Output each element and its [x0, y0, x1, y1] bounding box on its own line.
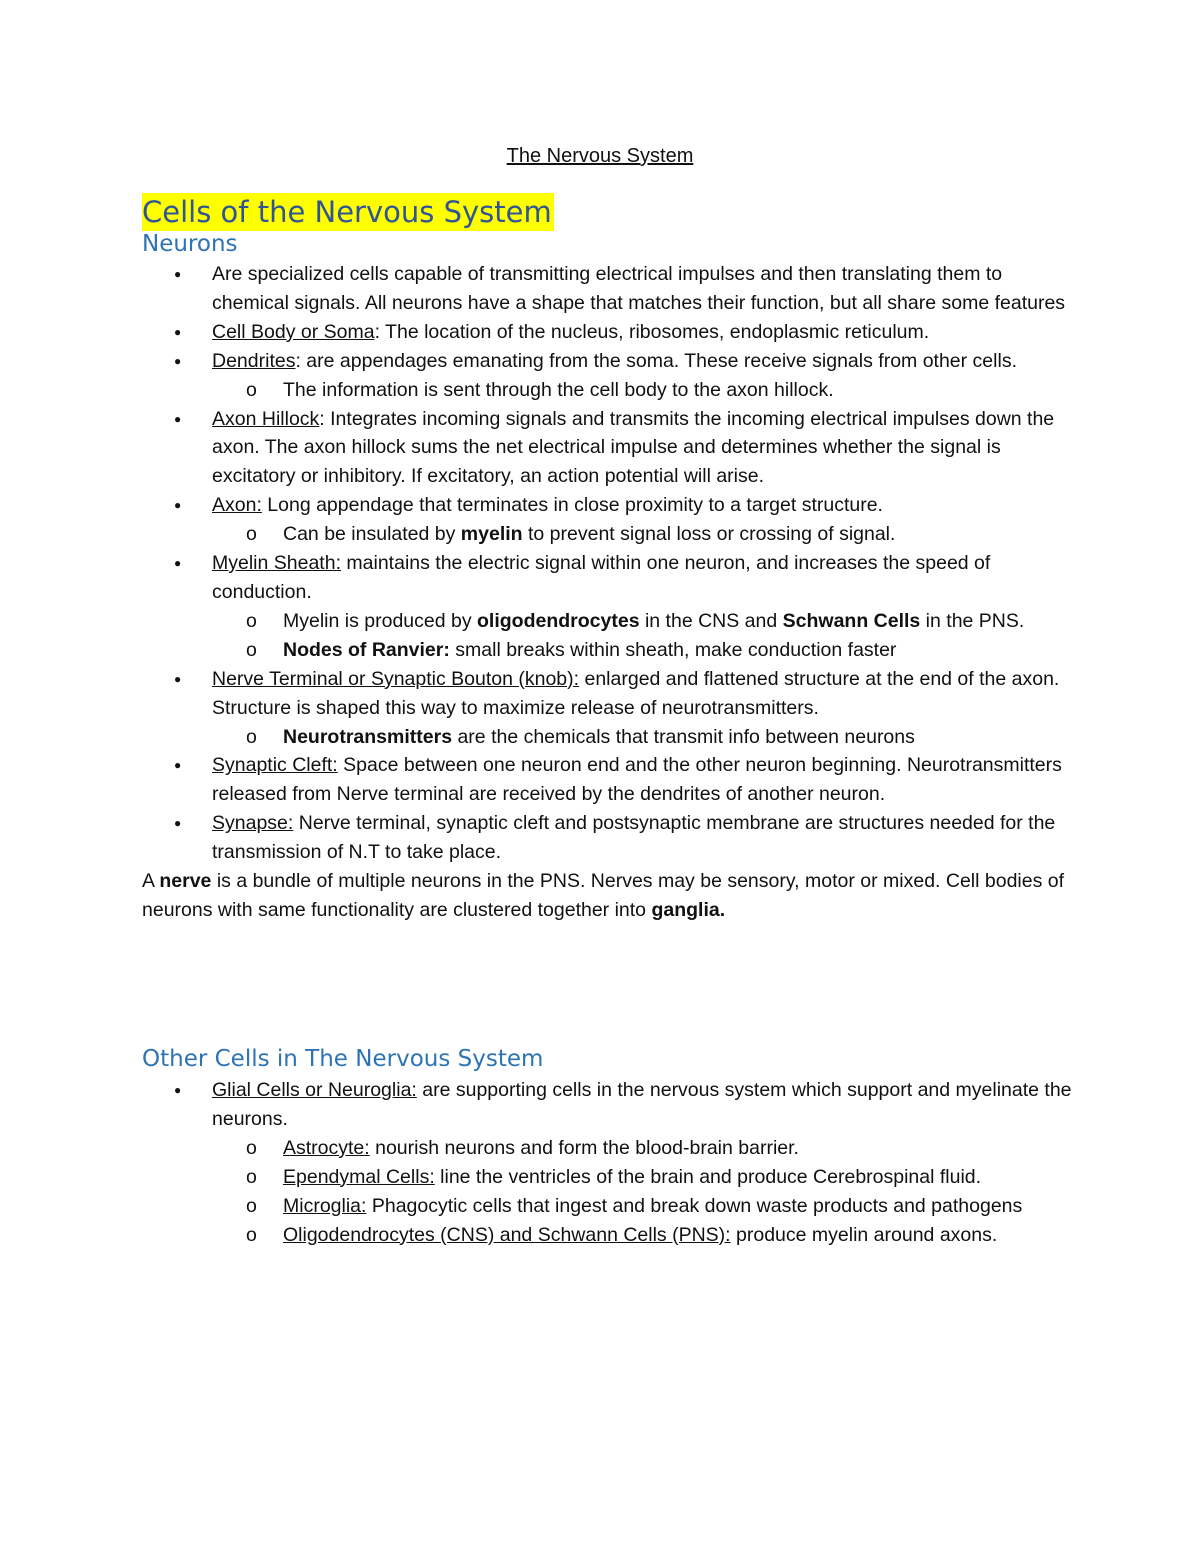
term: Glial Cells or Neuroglia:	[212, 1079, 417, 1101]
term: Cell Body or Soma	[212, 320, 375, 343]
other-cells-list	[142, 1076, 1072, 1249]
circle-bullet-icon	[246, 1192, 257, 1221]
sub-list-item: o The information is sent through the cell body to the axon hillock.	[142, 376, 1072, 405]
sub-list-item: o Microglia: Phagocytic cells that ingest and break down waste products and pathogens	[142, 1192, 1072, 1221]
term: Oligodendrocytes (CNS) and Schwann Cells (PNS):	[283, 1223, 731, 1246]
sub-list-item: o Ependymal Cells: line the ventricles of the brain and produce Cerebrospinal fluid.	[142, 1163, 1072, 1192]
bullet-icon	[174, 260, 181, 291]
bullet-icon	[174, 405, 181, 436]
list-item: ● Dendrites: are appendages emanating from the soma. These receive signals from other cells.	[142, 347, 1072, 376]
term: Axon Hillock	[212, 407, 320, 430]
list-item: ● Nerve Terminal or Synaptic Bouton (knob): enlarged and flattened structure at the end of the axon. Structure is shaped this way to maximize release of neurotransmitters.	[142, 665, 1072, 723]
bullet-icon	[174, 809, 181, 840]
heading-other-cells: Other Cells in The Nervous System	[142, 1046, 544, 1072]
list-item: ● Cell Body or Soma: The location of the nucleus, ribosomes, endoplasmic reticulum.	[142, 318, 1072, 347]
bullet-icon	[174, 318, 181, 349]
bullet-icon	[174, 347, 181, 378]
term: Axon:	[212, 494, 262, 517]
sub-list-item: o Nodes of Ranvier: small breaks within sheath, make conduction faster	[142, 636, 1072, 665]
list-item: ● Synapse: Nerve terminal, synaptic cleft and postsynaptic membrane are structures needed for the transmission of N.T to take place.	[142, 809, 1072, 867]
sub-list-item: o Neurotransmitters are the chemicals that transmit info between neurons	[142, 723, 1072, 752]
circle-bullet-icon	[246, 520, 257, 549]
list-item: ● Axon Hillock: Integrates incoming signals and transmits the incoming electrical impulses down the axon. The axon hillock sums the net electrical impulse and determines whether the signal is excitatory or inhibitory. If excitatory, an action potential will arise.	[142, 405, 1072, 492]
term: Myelin Sheath:	[212, 552, 341, 575]
heading-neurons: Neurons	[142, 231, 238, 257]
term: Dendrites	[212, 349, 296, 372]
term: Astrocyte:	[283, 1136, 370, 1159]
circle-bullet-icon	[246, 1134, 257, 1163]
term: Synaptic Cleft:	[212, 754, 338, 777]
circle-bullet-icon	[246, 723, 257, 752]
bullet-icon	[174, 751, 181, 782]
nerve-paragraph: A nerve is a bundle of multiple neurons in the PNS. Nerves may be sensory, motor or mixed. Cell bodies of neurons with same functionality are clustered together into ganglia.	[142, 870, 1065, 921]
sub-list-item: o Oligodendrocytes (CNS) and Schwann Cells (PNS): produce myelin around axons.	[142, 1221, 1072, 1250]
sub-list-item: o Astrocyte: nourish neurons and form the blood-brain barrier.	[142, 1134, 1072, 1163]
circle-bullet-icon	[246, 636, 257, 665]
list-item: ● Axon: Long appendage that terminates in close proximity to a target structure.	[142, 491, 1072, 520]
neurons-list	[142, 260, 1072, 925]
circle-bullet-icon	[246, 607, 257, 636]
term: Microglia:	[283, 1194, 367, 1217]
list-item: ● Glial Cells or Neuroglia: are supporting cells in the nervous system which support and myelinate the neurons.	[142, 1076, 1072, 1134]
term: Ependymal Cells:	[283, 1165, 435, 1188]
bullet-icon	[174, 1076, 181, 1107]
term: Nerve Terminal or Synaptic Bouton (knob):	[212, 667, 580, 690]
bullet-icon	[174, 549, 181, 580]
term: Synapse:	[212, 812, 294, 835]
sub-list-item: o Myelin is produced by oligodendrocytes in the CNS and Schwann Cells in the PNS.	[142, 607, 1072, 636]
sub-list-item: o Can be insulated by myelin to prevent signal loss or crossing of signal.	[142, 520, 1072, 549]
heading-cells-of-nervous-system: Cells of the Nervous System	[142, 195, 552, 229]
bullet-icon	[174, 491, 181, 522]
circle-bullet-icon	[246, 1221, 257, 1250]
bullet-icon	[174, 665, 181, 696]
list-item: ● Synaptic Cleft: Space between one neuron end and the other neuron beginning. Neurotransmitters released from Nerve terminal are received by the dendrites of another neuron.	[142, 751, 1072, 809]
list-item: ● Are specialized cells capable of transmitting electrical impulses and then translating them to chemical signals. All neurons have a shape that matches their function, but all share some features	[142, 260, 1072, 318]
list-item: ● Myelin Sheath: maintains the electric signal within one neuron, and increases the speed of conduction.	[142, 549, 1072, 607]
circle-bullet-icon	[246, 376, 257, 405]
document-title: The Nervous System	[506, 145, 694, 167]
circle-bullet-icon	[246, 1163, 257, 1192]
